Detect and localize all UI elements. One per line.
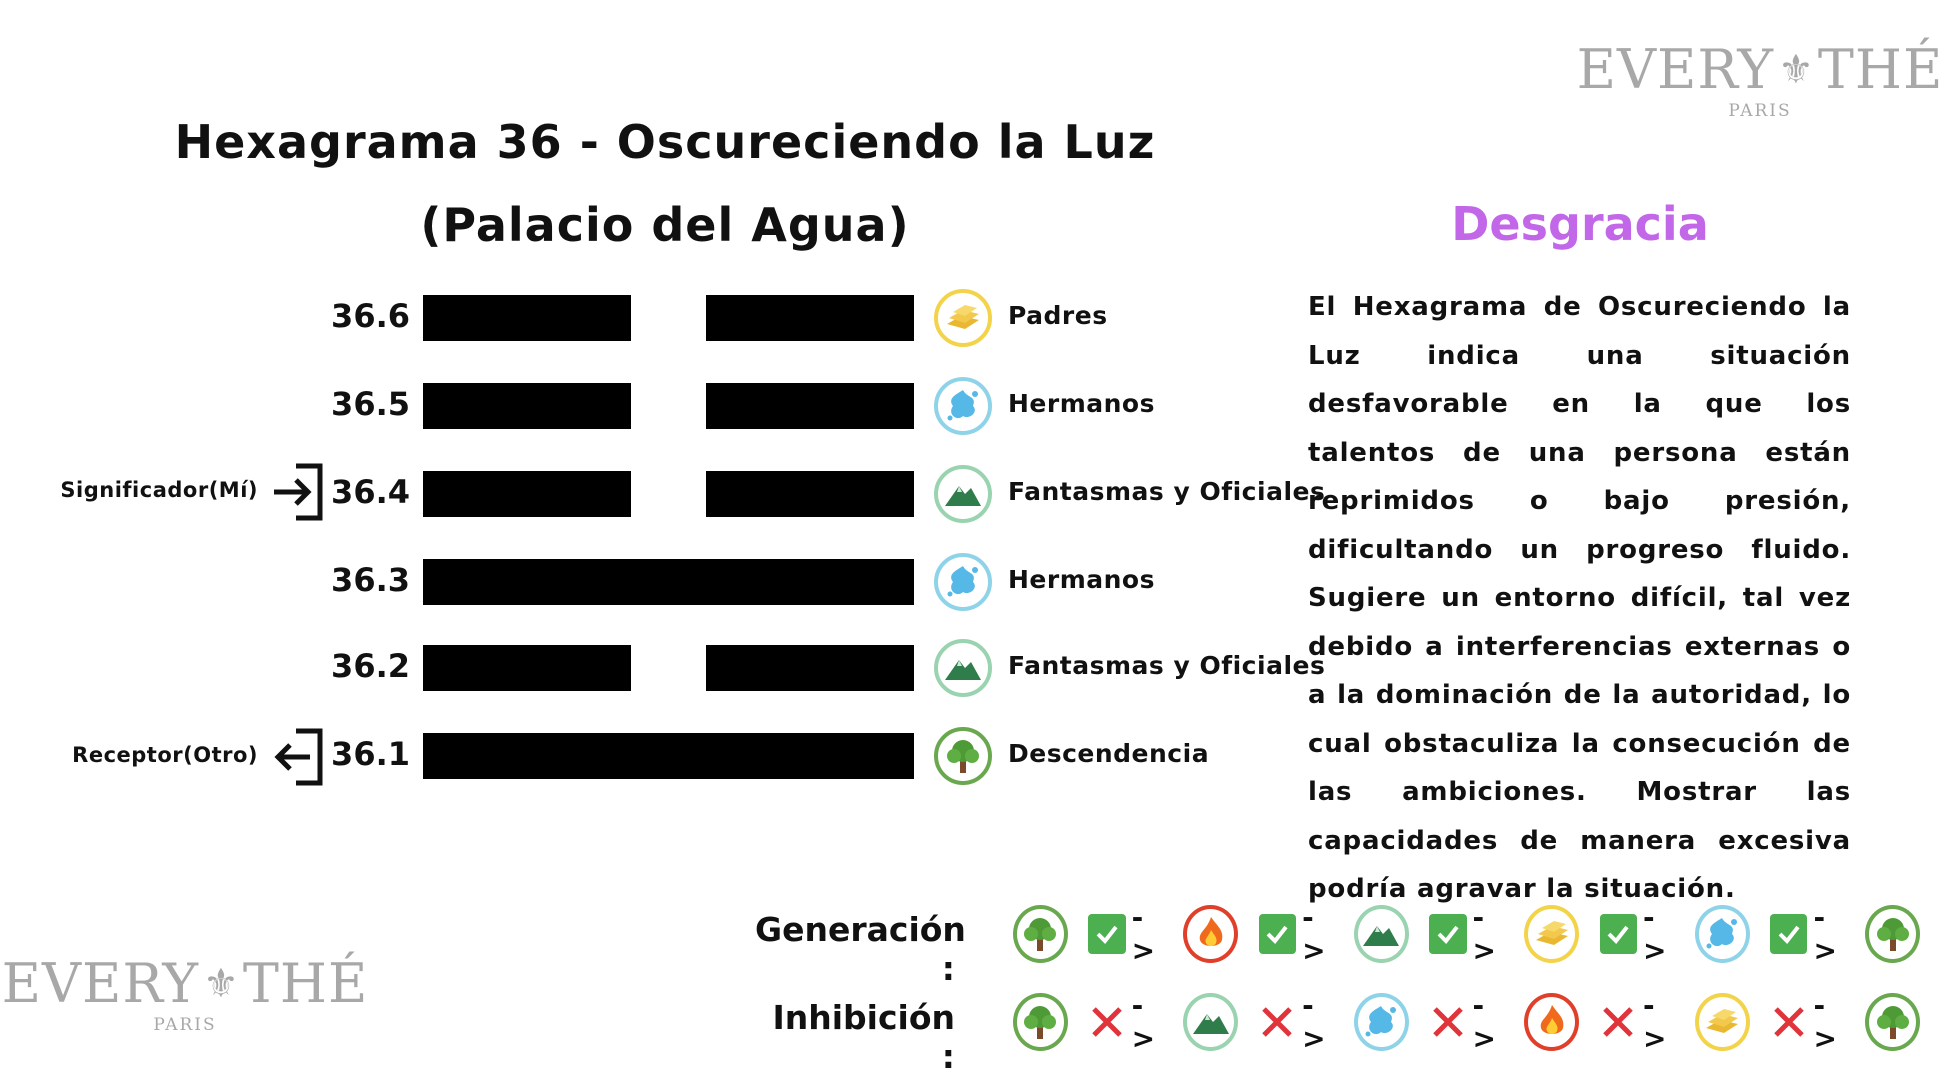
cross-icon (1600, 1002, 1637, 1042)
receptor-label: Receptor(Otro) (72, 743, 258, 767)
fire-icon (1524, 993, 1579, 1051)
tree-icon (1013, 993, 1068, 1051)
yin-line-segment (423, 295, 631, 341)
fleur-icon: ⚜ (203, 960, 239, 1007)
arrow-text: - > (1813, 901, 1837, 967)
check-icon (1600, 914, 1637, 954)
gold-icon (1695, 993, 1750, 1051)
line-number: 36.1 (331, 735, 410, 773)
relation-label: Descendencia (1008, 739, 1210, 768)
water-icon (934, 377, 992, 435)
cross-icon (1088, 1002, 1125, 1042)
fleur-icon: ⚜ (1778, 46, 1814, 93)
relation-label: Fantasmas y Oficiales (1008, 651, 1326, 680)
logo-subtext: PARIS (1728, 101, 1792, 121)
tree-icon (1865, 905, 1920, 963)
hexagram-title: Hexagrama 36 - Oscureciendo la Luz (174, 115, 1156, 169)
arrow-text: - > (1302, 989, 1326, 1055)
cross-icon (1770, 1002, 1807, 1042)
line-number: 36.5 (331, 385, 410, 423)
yin-line-segment (423, 471, 631, 517)
logo-subtext: PARIS (153, 1015, 217, 1035)
generacion-cycle (1013, 901, 1920, 967)
yin-line-segment (706, 645, 914, 691)
water-icon (934, 553, 992, 611)
check-icon (1770, 914, 1807, 954)
generacion-label: Generación : (755, 910, 966, 988)
line-number: 36.3 (331, 561, 410, 599)
arrow-text: - > (1472, 989, 1496, 1055)
exit-arrow-icon (270, 725, 326, 789)
line-number: 36.2 (331, 647, 410, 685)
check-icon (1259, 914, 1296, 954)
gold-icon (934, 289, 992, 347)
cross-icon (1429, 1002, 1466, 1042)
tree-icon (1013, 905, 1068, 963)
inhibicion-label: Inhibición : (772, 998, 955, 1076)
mountain-icon (1354, 905, 1409, 963)
gold-icon (1524, 905, 1579, 963)
hexagram-description: El Hexagrama de Oscureciendo la Luz indica una situación desfavorable en la que los talentos de una persona están reprimidos o bajo presión, dificultando un progreso fluido. Sugiere un entorno difícil, tal vez debido a interferencias externas o a la dominación de la autoridad, lo cual obstaculiza la consecución de las ambiciones. Mostrar las capacidades de manera excesiva podría agravar la situación. (1308, 292, 1851, 904)
logo-top-right (1576, 38, 1943, 121)
water-icon (1354, 993, 1409, 1051)
relation-label: Padres (1008, 301, 1108, 330)
fortune-heading: Desgracia (1451, 197, 1709, 251)
arrow-text: - > (1302, 901, 1326, 967)
tree-icon (934, 727, 992, 785)
line-number: 36.4 (331, 473, 410, 511)
yin-line-segment (706, 295, 914, 341)
arrow-text: - > (1472, 901, 1496, 967)
logo-text-the: THÉ (242, 952, 369, 1015)
yin-line-segment (423, 645, 631, 691)
arrow-text: - > (1131, 989, 1156, 1055)
enter-arrow-icon (270, 460, 326, 524)
logo-text-every: EVERY (1576, 38, 1775, 101)
cross-icon (1259, 1002, 1296, 1042)
check-icon (1429, 914, 1466, 954)
logo-bottom-left (1, 952, 369, 1035)
water-icon (1695, 905, 1750, 963)
logo-text-the: THÉ (1817, 38, 1943, 101)
check-icon (1088, 914, 1125, 954)
yin-line-segment (706, 471, 914, 517)
arrow-text: - > (1813, 989, 1837, 1055)
yin-line-segment (423, 383, 631, 429)
significador-label: Significador(Mí) (60, 478, 258, 502)
inhibicion-cycle (1013, 989, 1920, 1055)
arrow-text: - > (1643, 901, 1667, 967)
mountain-icon (934, 465, 992, 523)
arrow-text: - > (1643, 989, 1667, 1055)
tree-icon (1865, 993, 1920, 1051)
arrow-text: - > (1131, 901, 1156, 967)
yin-line-segment (706, 383, 914, 429)
mountain-icon (934, 639, 992, 697)
line-number: 36.6 (331, 297, 410, 335)
fire-icon (1183, 905, 1238, 963)
relation-label: Hermanos (1008, 565, 1155, 594)
yang-line (423, 733, 914, 779)
yang-line (423, 559, 914, 605)
relation-label: Fantasmas y Oficiales (1008, 477, 1326, 506)
logo-text-every: EVERY (1, 952, 200, 1015)
relation-label: Hermanos (1008, 389, 1155, 418)
mountain-icon (1183, 993, 1238, 1051)
palace-subtitle: (Palacio del Agua) (420, 198, 910, 252)
